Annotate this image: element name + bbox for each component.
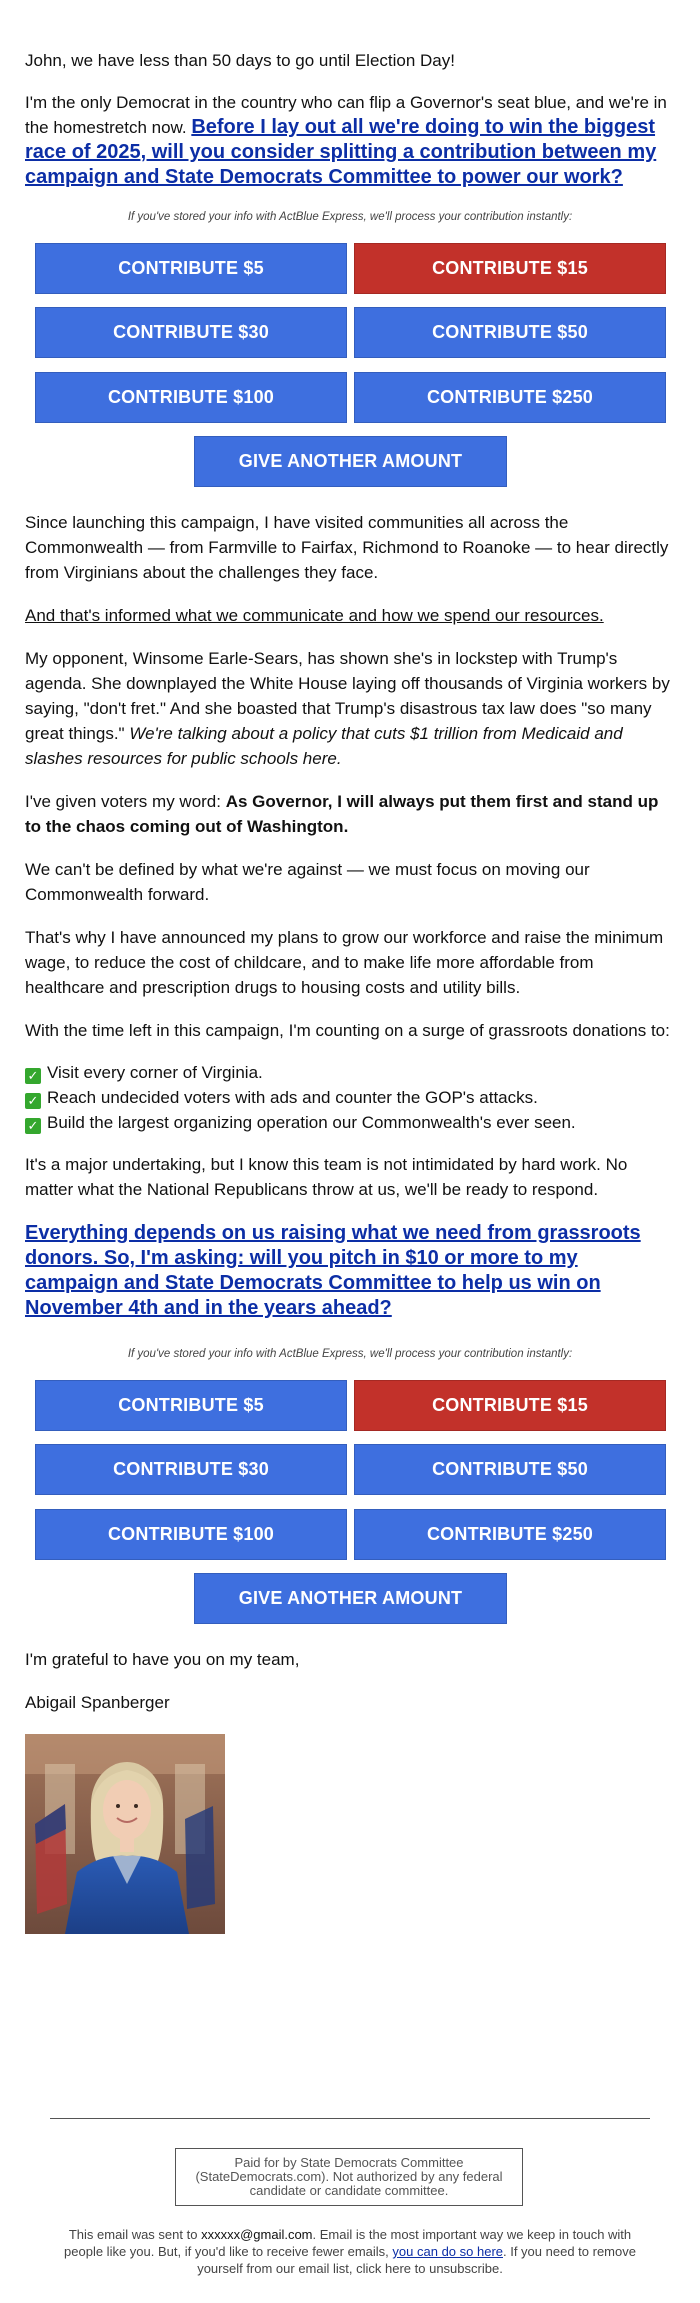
give-another-amount-button-1[interactable]: GIVE ANOTHER AMOUNT	[194, 436, 507, 487]
informed-text: And that's informed what we communicate and how we spend our resources.	[25, 606, 604, 625]
contribute-250-button-2[interactable]: CONTRIBUTE $250	[354, 1509, 666, 1560]
give-another-amount-button-2[interactable]: GIVE ANOTHER AMOUNT	[194, 1573, 507, 1624]
actblue-note-1: If you've stored your info with ActBlue Express, we'll process your contribution instantly:	[127, 211, 573, 223]
undertaking-text: It's a major undertaking, but I know this team is not intimidated by hard work. No matter what the National Republicans throw at us, we'll be ready to respond.	[25, 1155, 628, 1199]
list-item-text: Reach undecided voters with ads and counter the GOP's attacks.	[47, 1088, 538, 1107]
list-item	[25, 1060, 675, 1085]
contribute-50-button-1[interactable]: CONTRIBUTE $50	[354, 307, 666, 358]
paid-for-box	[175, 2148, 523, 2206]
footer-sent-pre: This email was sent to	[68, 2227, 198, 2242]
surge-text: With the time left in this campaign, I'm counting on a surge of grassroots donations to:	[25, 1021, 670, 1040]
grateful-paragraph	[25, 1647, 675, 1672]
actblue-note-2: If you've stored your info with ActBlue Express, we'll process your contribution instantly:	[127, 1348, 573, 1360]
contribute-5-button-2[interactable]: CONTRIBUTE $5	[35, 1380, 347, 1431]
contribute-50-button-2[interactable]: CONTRIBUTE $50	[354, 1444, 666, 1495]
contribute-5-button-1[interactable]: CONTRIBUTE $5	[35, 243, 347, 294]
plans-text: That's why I have announced my plans to grow our workforce and raise the minimum wage, to reduce the cost of childcare, and to make life more affordable from healthcare and prescription drugs to housing costs and utility bills.	[25, 928, 664, 997]
plans-paragraph	[25, 925, 675, 1000]
word-text: I've given voters my word:	[25, 792, 221, 811]
ask-contribute-link[interactable]: Everything depends on us raising what we need from grassroots donors. So, I'm asking: will you pitch in $10 or more to my campaign and State Democrats Committee to help us win on November 4th and in the years ahead?	[25, 1222, 641, 1319]
contribute-15-button-1[interactable]: CONTRIBUTE $15	[354, 243, 666, 294]
contribute-250-button-1[interactable]: CONTRIBUTE $250	[354, 372, 666, 423]
surge-paragraph	[25, 1018, 675, 1043]
footer-divider	[50, 2118, 650, 2119]
launch-text: Since launching this campaign, I have visited communities all across the Commonwealth — from Farmville to Fairfax, Richmond to Roanoke — to hear directly from Virginians about the challenges they face.	[25, 513, 669, 582]
contribute-30-button-2[interactable]: CONTRIBUTE $30	[35, 1444, 347, 1495]
footer-sent-post: . If you need to remove yourself from our email list, click here to unsubscribe.	[197, 2244, 636, 2276]
goals-list	[25, 1060, 675, 1135]
contribute-30-button-1[interactable]: CONTRIBUTE $30	[35, 307, 347, 358]
candidate-portrait-image	[25, 1734, 225, 1934]
opponent-paragraph	[25, 646, 675, 771]
footer-text	[50, 2226, 650, 2277]
word-paragraph	[25, 789, 675, 839]
launch-paragraph	[25, 510, 675, 585]
contribute-100-button-1[interactable]: CONTRIBUTE $100	[35, 372, 347, 423]
recipient-email: xxxxxx@gmail.com	[201, 2227, 313, 2242]
ask-paragraph	[25, 1221, 675, 1321]
list-item-text: Build the largest organizing operation our Commonwealth's ever seen.	[47, 1113, 576, 1132]
paid-for-text: Paid for by State Democrats Committee (StateDemocrats.com). Not authorized by any federal candidate or candidate committee.	[195, 2155, 503, 2198]
grateful-text: I'm grateful to have you on my team,	[25, 1650, 300, 1669]
intro-text: I'm the only Democrat in the country who can flip a Governor's seat blue, and we're in the homestretch now.	[25, 93, 667, 137]
checkmark-icon: ✓	[25, 1068, 41, 1084]
undertaking-paragraph	[25, 1152, 675, 1202]
fewer-emails-link[interactable]: you can do so here	[392, 2244, 503, 2259]
contribute-100-button-2[interactable]: CONTRIBUTE $100	[35, 1509, 347, 1560]
contribute-15-button-2[interactable]: CONTRIBUTE $15	[354, 1380, 666, 1431]
opponent-italic-text: We're talking about a policy that cuts $1 trillion from Medicaid and slashes resources for public schools here.	[25, 724, 623, 768]
word-bold-text: As Governor, I will always put them first and stand up to the chaos coming out of Washington.	[25, 792, 659, 836]
intro-paragraph	[25, 90, 675, 190]
checkmark-icon: ✓	[25, 1093, 41, 1109]
defined-text: We can't be defined by what we're against — we must focus on moving our Commonwealth forward.	[25, 860, 590, 904]
greeting	[25, 48, 675, 73]
list-item	[25, 1110, 675, 1135]
opponent-text: My opponent, Winsome Earle-Sears, has shown she's in lockstep with Trump's agenda. She downplayed the White House laying off thousands of Virginia workers by saying, "don't fret." And she boasted that Trump's disastrous tax law does "so many great things."	[25, 649, 670, 743]
checkmark-icon: ✓	[25, 1118, 41, 1134]
candidate-photo	[25, 1734, 225, 1934]
signature-text: Abigail Spanberger	[25, 1693, 170, 1712]
list-item	[25, 1085, 675, 1110]
greeting-text: John, we have less than 50 days to go until Election Day!	[25, 51, 455, 70]
footer-sent-mid: . Email is the most important way we keep in touch with people like you. But, if you'd like to receive fewer emails,	[64, 2227, 632, 2259]
informed-paragraph	[25, 603, 675, 628]
list-item-text: Visit every corner of Virginia.	[47, 1063, 263, 1082]
signature	[25, 1690, 675, 1715]
intro-contribute-link[interactable]: Before I lay out all we're doing to win the biggest race of 2025, will you consider splitting a contribution between my campaign and State Democrats Committee to power our work?	[25, 116, 657, 188]
defined-paragraph	[25, 857, 675, 907]
